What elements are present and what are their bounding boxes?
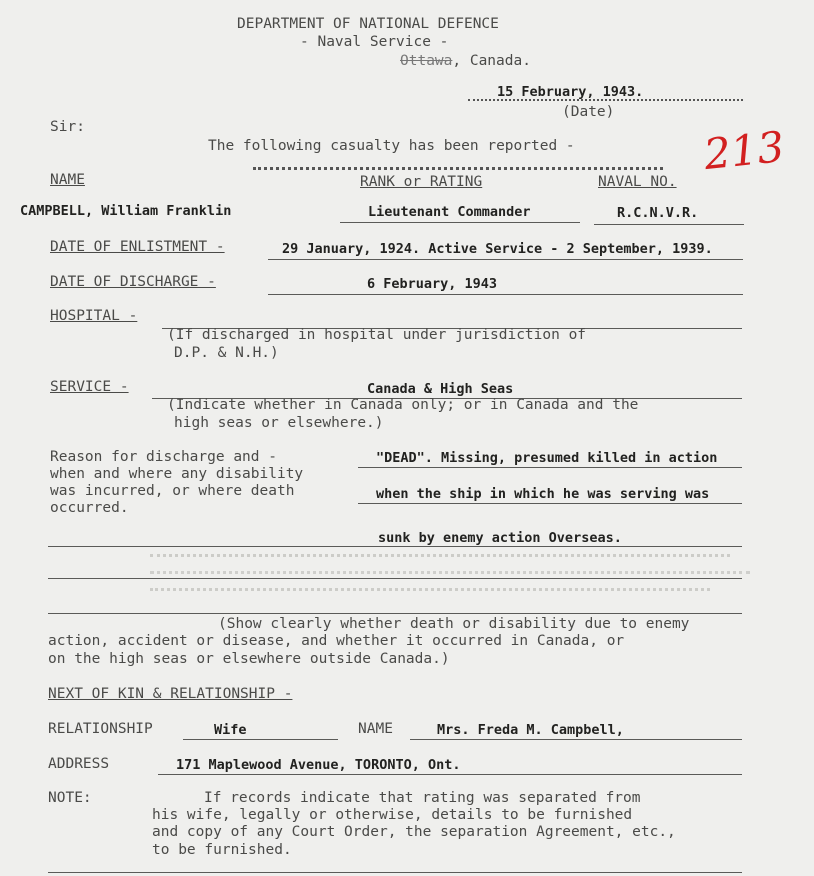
- relationship-label: RELATIONSHIP: [48, 721, 153, 737]
- discharge-line: [268, 294, 743, 295]
- address-label: ADDRESS: [48, 756, 110, 772]
- column-name-heading: NAME: [50, 172, 85, 188]
- reason-value-line-1: "DEAD". Missing, presumed killed in action: [376, 450, 718, 466]
- reason-line-3: [48, 546, 742, 547]
- location-line: [400, 53, 531, 69]
- column-rank-heading: RANK or RATING: [360, 174, 483, 190]
- note-line-1: If records indicate that rating was separated from: [204, 790, 641, 806]
- intro-dotted-line: [253, 167, 663, 170]
- enlistment-line: [268, 259, 743, 260]
- reason-label-line-1: Reason for discharge and -: [50, 449, 277, 465]
- show-note-line-1: (Show clearly whether death or disability due to enemy: [218, 616, 690, 632]
- hospital-note-line-2: D.P. & N.H.): [174, 345, 279, 361]
- person-name: CAMPBELL, William Franklin: [20, 203, 232, 219]
- reason-line-5: [48, 613, 742, 614]
- discharge-value: 6 February, 1943: [367, 276, 498, 292]
- country-suffix: , Canada.: [452, 53, 531, 69]
- reason-label-line-3: was incurred, or where death: [50, 483, 295, 499]
- reason-label-line-2: when and where any disability: [50, 466, 304, 482]
- date-label: (Date): [562, 104, 615, 120]
- salutation: Sir:: [50, 119, 85, 135]
- next-of-kin-label: NEXT OF KIN & RELATIONSHIP -: [48, 686, 293, 702]
- service-value: Canada & High Seas: [367, 381, 514, 397]
- person-rank: Lieutenant Commander: [368, 204, 531, 220]
- intro-text: The following casualty has been reported -: [208, 138, 575, 154]
- kin-name-value: Mrs. Freda M. Campbell,: [437, 722, 624, 738]
- note-line-2: his wife, legally or otherwise, details to be furnished: [152, 807, 633, 823]
- relationship-line: [183, 739, 338, 740]
- reason-line-2: [358, 503, 742, 504]
- column-naval-no-heading: NAVAL NO.: [598, 174, 677, 190]
- note-line-4: to be furnished.: [152, 842, 292, 858]
- show-note-line-3: on the high seas or elsewhere outside Canada.): [48, 651, 450, 667]
- kin-name-label: NAME: [358, 721, 393, 737]
- city-name: Ottawa: [400, 53, 453, 69]
- reason-label-line-4: occurred.: [50, 500, 129, 516]
- service-note-line-2: high seas or elsewhere.): [174, 415, 384, 431]
- hospital-note-line-1: (If discharged in hospital under jurisdiction of: [167, 327, 587, 343]
- reason-value-line-3: sunk by enemy action Overseas.: [378, 530, 622, 546]
- hospital-label: HOSPITAL -: [50, 308, 138, 324]
- kin-name-line: [410, 739, 742, 740]
- relationship-value: Wife: [214, 722, 247, 738]
- note-label: NOTE:: [48, 790, 92, 806]
- enlistment-label: DATE OF ENLISTMENT -: [50, 239, 225, 255]
- enlistment-value: 29 January, 1924. Active Service - 2 September, 1939.: [282, 241, 713, 257]
- reason-value-line-2: when the ship in which he was serving was: [376, 486, 710, 502]
- note-line-3: and copy of any Court Order, the separation Agreement, etc.,: [152, 824, 676, 840]
- department-heading: DEPARTMENT OF NATIONAL DEFENCE: [237, 16, 499, 32]
- bleed-through-texture: [150, 550, 750, 612]
- person-naval-no-line: [594, 224, 744, 225]
- service-label: SERVICE -: [50, 379, 129, 395]
- file-number-stamp: 213: [701, 121, 787, 180]
- reason-line-1: [358, 467, 742, 468]
- show-note-line-2: action, accident or disease, and whether it occurred in Canada, or: [48, 633, 625, 649]
- date-value: 15 February, 1943.: [497, 84, 644, 100]
- address-line: [158, 774, 742, 775]
- person-naval-no: R.C.N.V.R.: [617, 205, 699, 221]
- address-value: 171 Maplewood Avenue, TORONTO, Ont.: [176, 757, 461, 773]
- person-rank-line: [340, 222, 580, 223]
- service-note-line-1: (Indicate whether in Canada only; or in Canada and the: [167, 397, 639, 413]
- bottom-line: [48, 872, 742, 873]
- branch-heading: - Naval Service -: [300, 34, 449, 50]
- discharge-label: DATE OF DISCHARGE -: [50, 274, 216, 290]
